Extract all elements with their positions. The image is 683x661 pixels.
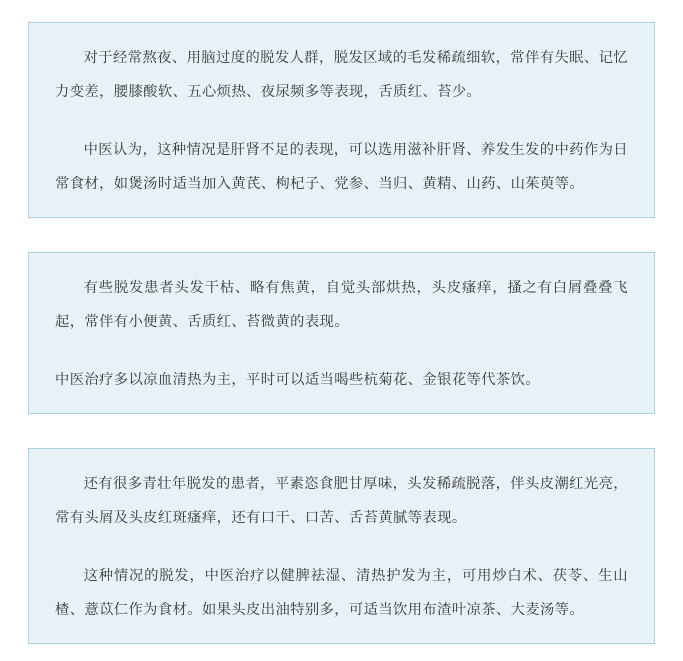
content-card bbox=[28, 22, 655, 218]
paragraph: 对于经常熬夜、用脑过度的脱发人群，脱发区域的毛发稀疏细软，常伴有失眠、记忆力变差，腰膝酸软、五心烦热、夜尿频多等表现，舌质红、苔少。 bbox=[55, 50, 628, 100]
paragraph: 还有很多青壮年脱发的患者，平素恣食肥甘厚味，头发稀疏脱落，伴头皮潮红光亮，常有头屑及头皮红斑瘙痒，还有口干、口苦、舌苔黄腻等表现。 bbox=[55, 476, 628, 526]
paragraph: 中医治疗多以凉血清热为主，平时可以适当喝些杭菊花、金银花等代茶饮。 bbox=[55, 372, 540, 388]
paragraph: 有些脱发患者头发干枯、略有焦黄，自觉头部烘热，头皮瘙痒，搔之有白屑叠叠飞起，常伴有小便黄、舌质红、苔微黄的表现。 bbox=[55, 280, 628, 330]
paragraph: 这种情况的脱发，中医治疗以健脾祛湿、清热护发为主，可用炒白术、茯苓、生山楂、薏苡仁作为食材。如果头皮出油特别多，可适当饮用布渣叶凉茶、大麦汤等。 bbox=[55, 568, 628, 618]
paragraph: 中医认为，这种情况是肝肾不足的表现，可以选用滋补肝肾、养发生发的中药作为日常食材，如煲汤时适当加入黄芪、枸杞子、党参、当归、黄精、山药、山茱萸等。 bbox=[55, 142, 628, 192]
content-card bbox=[28, 448, 655, 644]
content-card bbox=[28, 252, 655, 414]
